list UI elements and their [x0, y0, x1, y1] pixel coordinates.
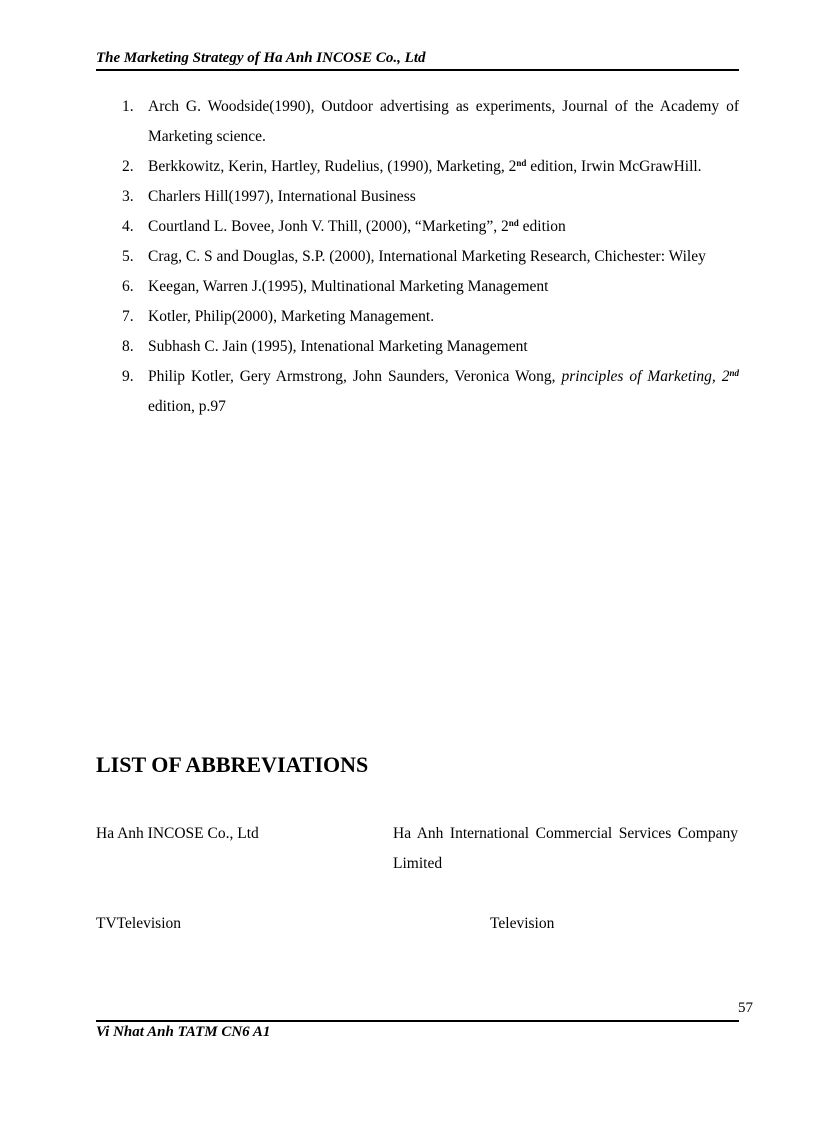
- reference-text: Keegan, Warren J.(1995), Multinational Marketing Management: [148, 278, 549, 295]
- abbreviation-term: Ha Anh INCOSE Co., Ltd: [96, 825, 259, 842]
- reference-number: 1.: [122, 98, 134, 115]
- reference-number: 9.: [122, 368, 134, 385]
- reference-item: [122, 242, 739, 272]
- abbreviation-term: TVTelevision: [96, 915, 182, 932]
- abbreviation-definition: Ha Anh International Commercial Services Company Limited: [393, 825, 738, 872]
- reference-item: [122, 152, 739, 182]
- reference-number: 6.: [122, 278, 134, 295]
- reference-text: Crag, C. S and Douglas, S.P. (2000), International Marketing Research, Chichester: Wiley: [148, 248, 706, 265]
- reference-text: Charlers Hill(1997), International Business: [148, 188, 416, 205]
- header-title: The Marketing Strategy of Ha Anh INCOSE Co., Ltd: [96, 50, 426, 66]
- reference-item: [122, 302, 739, 332]
- reference-number: 3.: [122, 188, 134, 205]
- reference-number: 8.: [122, 338, 134, 355]
- reference-item: [122, 182, 739, 212]
- reference-text: Arch G. Woodside(1990), Outdoor advertising as experiments, Journal of the Academy of Marketing science.: [148, 98, 739, 145]
- page-number: 57: [738, 1000, 753, 1016]
- reference-item: [122, 92, 739, 152]
- reference-text: Berkkowitz, Kerin, Hartley, Rudelius, (1990), Marketing, 2nd edition, Irwin McGrawHill.: [148, 158, 702, 175]
- abbreviation-definition: Television: [490, 915, 555, 932]
- footer-divider: [96, 1020, 739, 1022]
- reference-number: 4.: [122, 218, 134, 235]
- reference-text: Subhash C. Jain (1995), Intenational Marketing Management: [148, 338, 528, 355]
- abbreviations-title: LIST OF ABBREVIATIONS: [96, 752, 369, 777]
- page-header: [96, 50, 739, 71]
- reference-text: Courtland L. Bovee, Jonh V. Thill, (2000), “Marketing”, 2nd edition: [148, 218, 566, 235]
- reference-text: Kotler, Philip(2000), Marketing Management.: [148, 308, 435, 325]
- reference-number: 2.: [122, 158, 134, 175]
- page-footer: [96, 1024, 270, 1041]
- reference-item: [122, 212, 739, 242]
- reference-text: Philip Kotler, Gery Armstrong, John Saunders, Veronica Wong, principles of Marketing, 2nd edition, p.97: [148, 368, 739, 415]
- reference-item: [122, 332, 739, 362]
- reference-item: [122, 362, 739, 422]
- reference-item: [122, 272, 739, 302]
- footer-author: Vi Nhat Anh TATM CN6 A1: [96, 1024, 271, 1040]
- reference-number: 5.: [122, 248, 134, 265]
- reference-list: [122, 92, 739, 422]
- reference-number: 7.: [122, 308, 134, 325]
